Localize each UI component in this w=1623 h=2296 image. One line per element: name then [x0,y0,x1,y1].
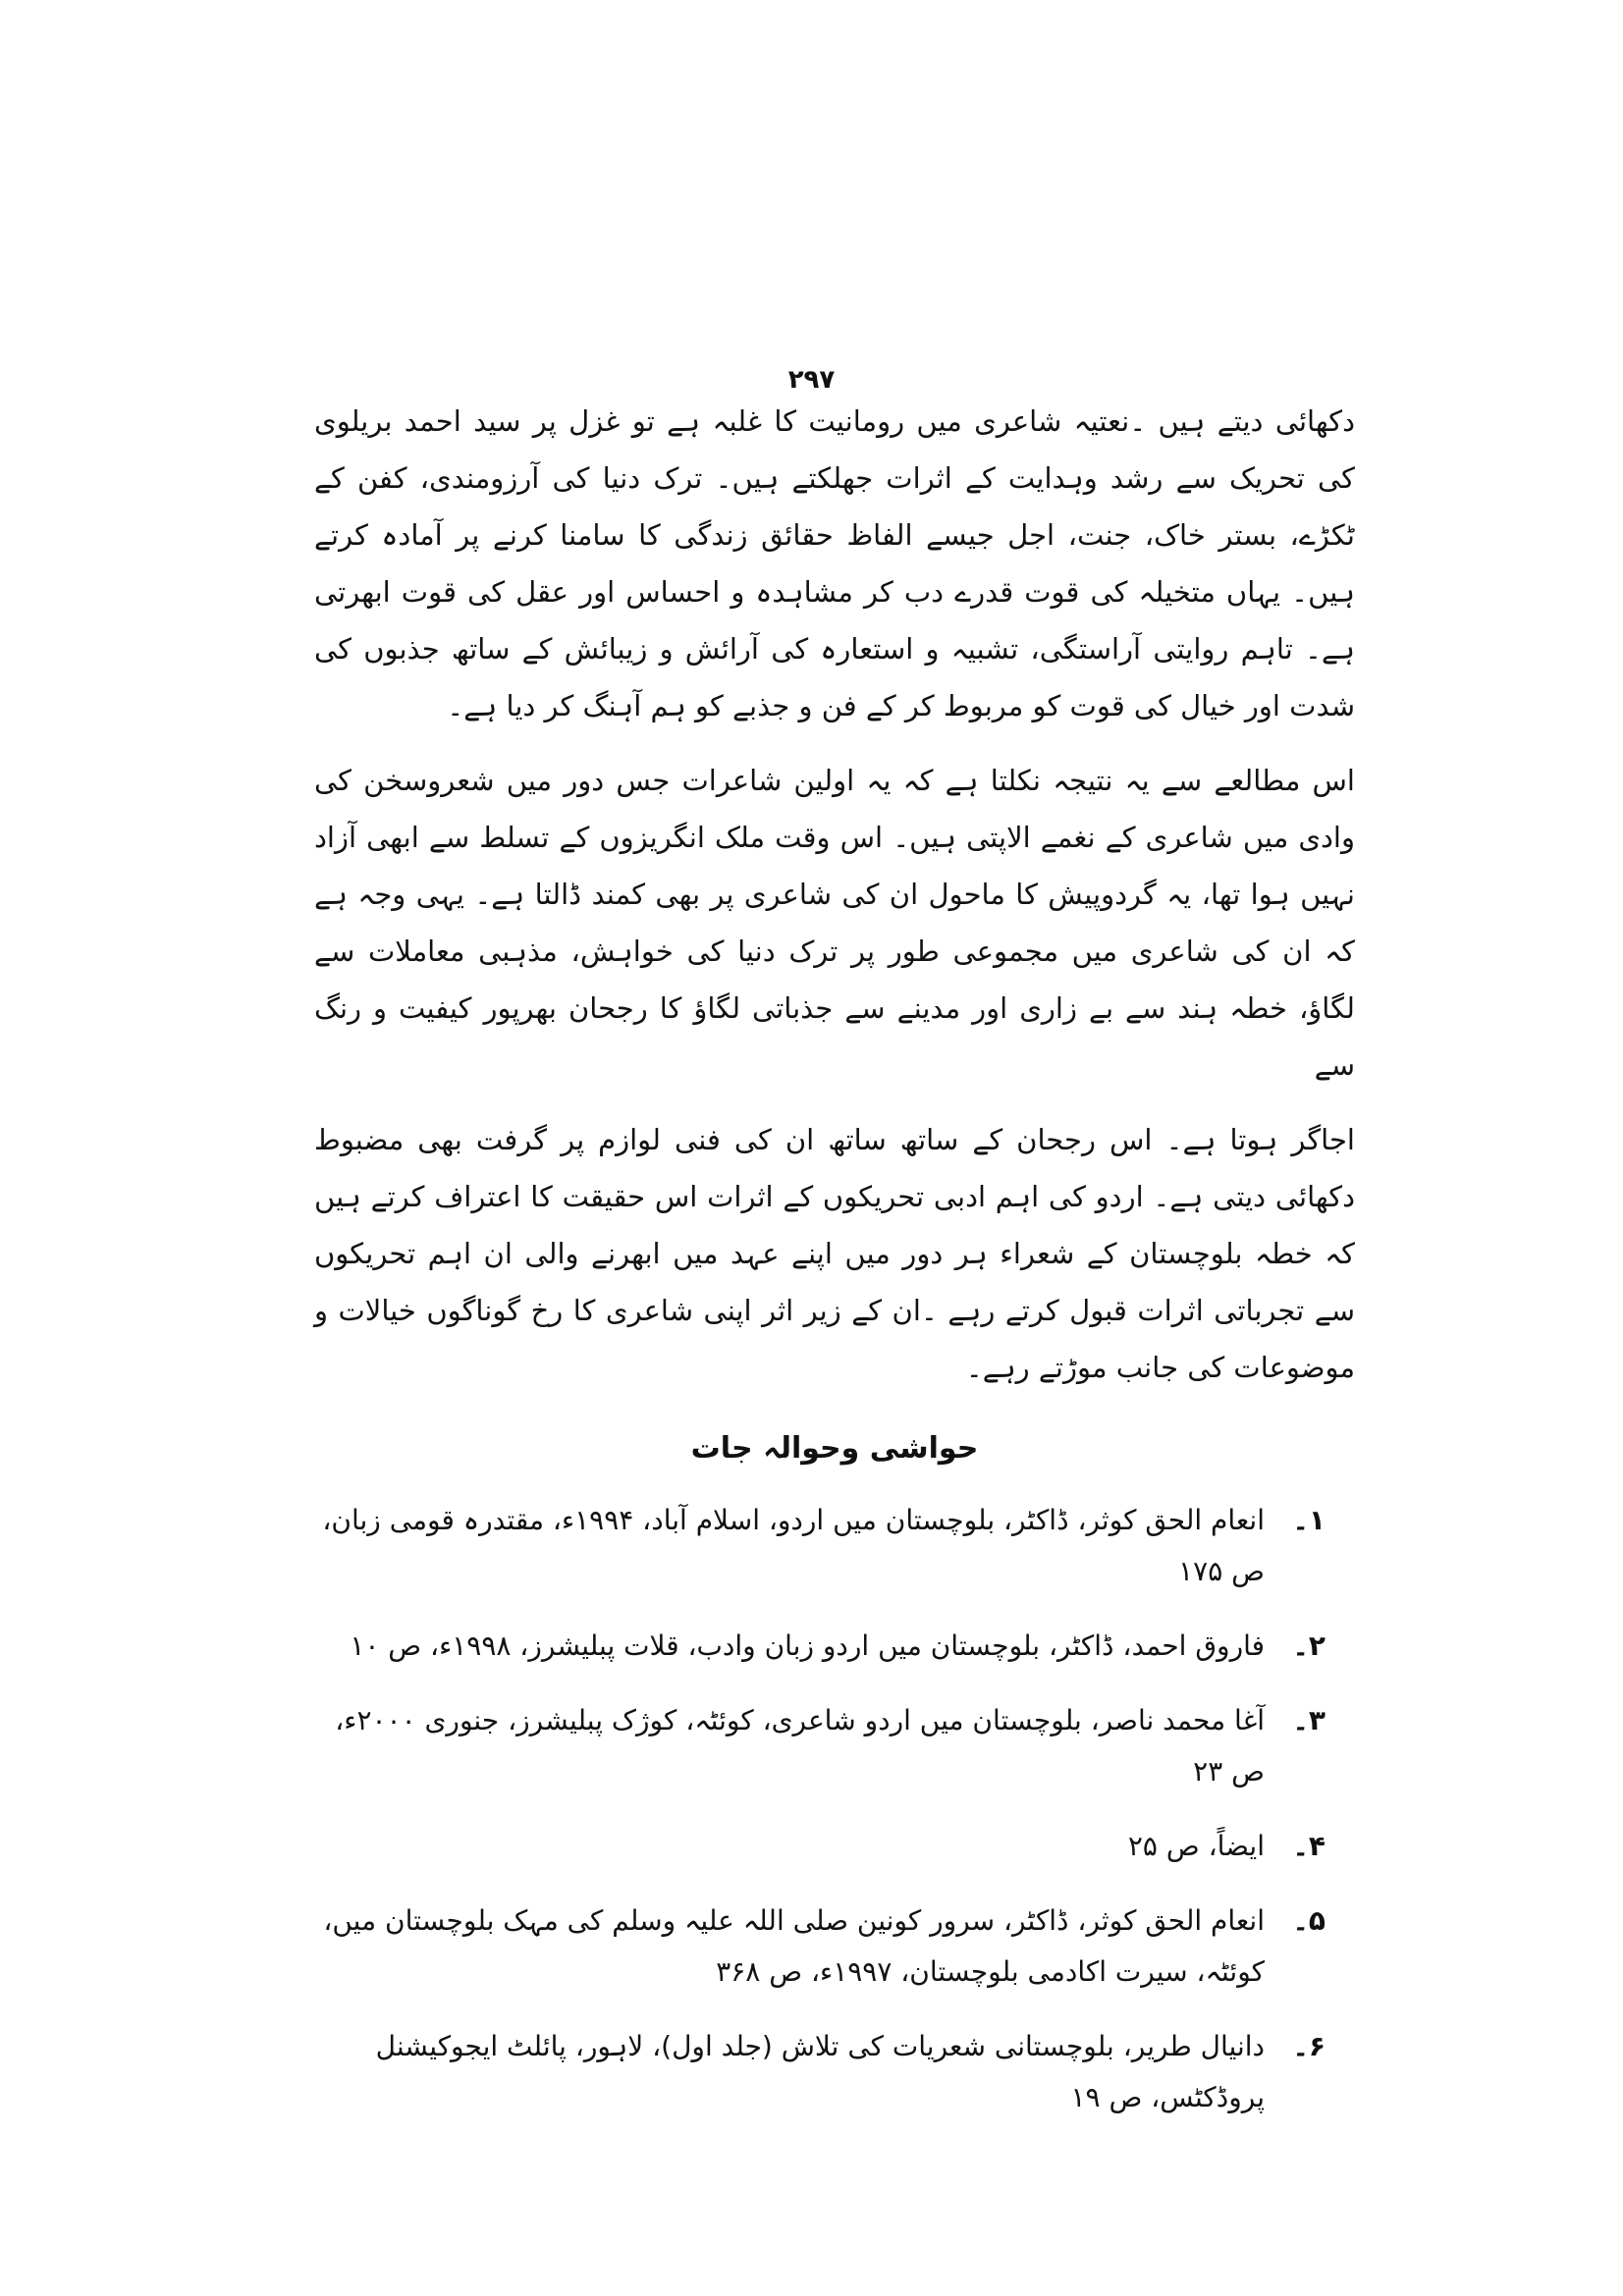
note-number: ۵۔ [1292,1904,1325,1937]
body-paragraph: اس مطالعے سے یہ نتیجہ نکلتا ہے کہ یہ اولین شاعرات جس دور میں شعروسخن کی وادی میں شاعری کے نغمے الاپتی ہیں۔ اس وقت ملک انگریزوں کے تسلط سے ابھی آزاد نہیں ہوا تھا، یہ گردوپیش کا ماحول ان کی شاعری پر بھی کمند ڈالتا ہے۔ یہی وجہ ہے کہ ان کی شاعری میں مجموعی طور پر ترک دنیا کی خواہش، مذہبی معاملات سے لگاؤ، خطہ ہند سے بے زاری اور مدینے سے جذباتی لگاؤ کا رجحان بھرپور کیفیت و رنگ سے [314,764,1355,1082]
note-number: ۶۔ [1292,2030,1325,2062]
notes-list [314,1495,1355,2123]
note-text: انعام الحق کوثر، ڈاکٹر، بلوچستان میں اردو، اسلام آباد، ۱۹۹۴ء، مقتدرہ قومی زبان، ص ۱۷۵ [322,1504,1265,1587]
body-paragraph: اجاگر ہوتا ہے۔ اس رجحان کے ساتھ ساتھ ان کی فنی لوازم پر گرفت بھی مضبوط دکھائی دیتی ہے۔ اردو کی اہم ادبی تحریکوں کے اثرات اس حقیقت کا اعتراف کرتے ہیں کہ خطہ بلوچستان کے شعراء ہر دور میں اپنے عہد میں ابھرنے والی ان اہم تحریکوں سے تجرباتی اثرات قبول کرتے رہے ۔ان کے زیر اثر اپنی شاعری کا رخ گوناگوں خیالات و موضوعات کی جانب موڑتے رہے۔ [314,1123,1355,1384]
note-text: دانیال طریر، بلوچستانی شعریات کی تلاش (جلد اول)، لاہور، پائلٹ ایجوکیشنل پروڈکٹس، ص ۱۹ [375,2030,1265,2113]
body-paragraph: دکھائی دیتے ہیں ۔نعتیہ شاعری میں رومانیت کا غلبہ ہے تو غزل پر سید احمد بریلوی کی تحریک سے رشد وہدایت کے اثرات جھلکتے ہیں۔ ترک دنیا کی آرزومندی، کفن کے ٹکڑے، بستر خاک، جنت، اجل جیسے الفاظ حقائق زندگی کا سامنا کرنے پر آمادہ کرتے ہیں۔ یہاں متخیلہ کی قوت قدرے دب کر مشاہدہ و احساس اور عقل کی قوت ابھرتی ہے۔ تاہم روایتی آراستگی، تشبیہ و استعارہ کی آرائش و زیبائش کے ساتھ جذبوں کی شدت اور خیال کی قوت کو مربوط کر کے فن و جذبے کو ہم آہنگ کر دیا ہے۔ [314,404,1355,722]
note-item [314,2021,1355,2123]
page-body [314,393,1355,2147]
note-number: ۴۔ [1292,1830,1325,1862]
note-number: ۱۔ [1292,1504,1325,1536]
note-item [314,1495,1355,1597]
note-item [314,1621,1355,1672]
note-item [314,1695,1355,1797]
note-number: ۳۔ [1292,1704,1325,1736]
note-text: ایضاً، ص ۲۵ [1127,1830,1265,1862]
note-text: انعام الحق کوثر، ڈاکٹر، سرور کونین صلی اللہ علیہ وسلم کی مہک بلوچستان میں، کوئٹہ، سیرت اکادمی بلوچستان، ۱۹۹۷ء، ص ۳۶۸ [323,1904,1265,1988]
page-number: ۲۹۷ [787,365,836,395]
note-item [314,1821,1355,1872]
note-text: فاروق احمد، ڈاکٹر، بلوچستان میں اردو زبان وادب، قلات پبلیشرز، ۱۹۹۸ء، ص ۱۰ [350,1629,1265,1662]
note-number: ۲۔ [1292,1629,1325,1662]
notes-heading: حواشی وحوالہ جات [690,1431,979,1466]
note-text: آغا محمد ناصر، بلوچستان میں اردو شاعری، کوئٹہ، کوژک پبلیشرز، جنوری ۲۰۰۰ء، ص ۲۳ [335,1704,1265,1788]
note-item [314,1896,1355,1998]
